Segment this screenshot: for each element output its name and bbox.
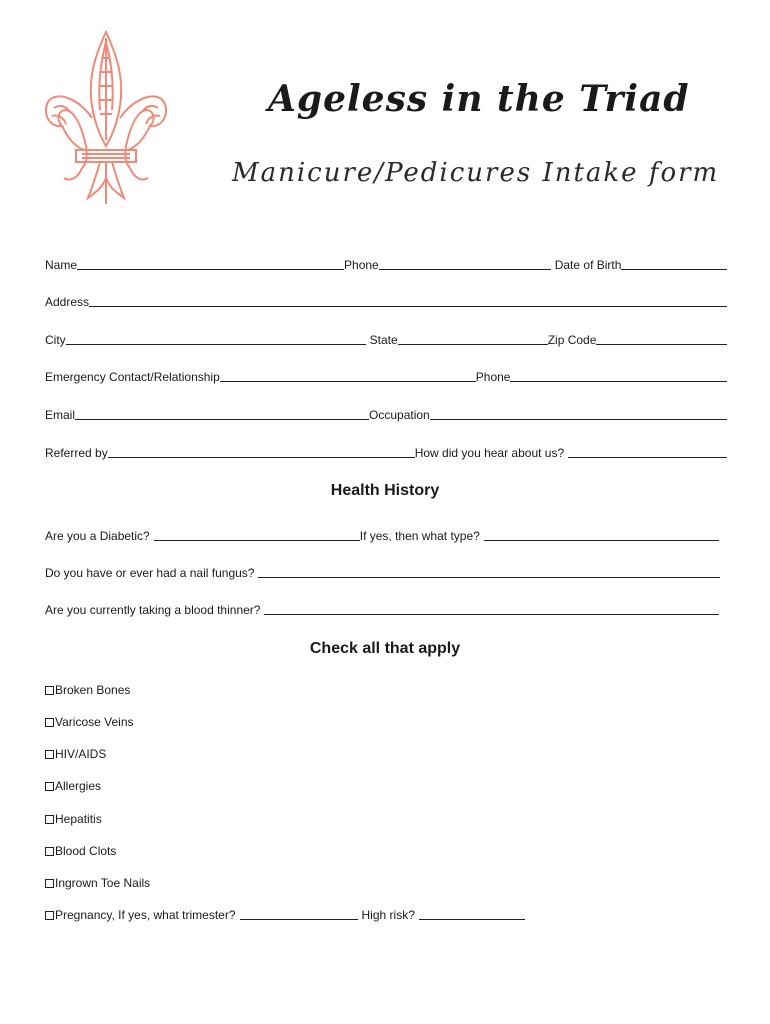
emergency-phone-field[interactable]: [510, 381, 727, 382]
referral-row: [45, 444, 727, 460]
checkbox-icon[interactable]: [45, 686, 54, 695]
checklist-item-label: HIV/AIDS: [55, 747, 107, 761]
diabetic-field[interactable]: [154, 540, 360, 541]
address-row: [45, 293, 727, 309]
blood-thinner-label: Are you currently taking a blood thinner?: [45, 603, 261, 617]
state-field[interactable]: [398, 344, 548, 345]
zip-label: Zip Code: [547, 333, 597, 347]
checkbox-icon[interactable]: [45, 911, 54, 920]
checkbox-icon[interactable]: [45, 782, 54, 791]
occupation-field[interactable]: [430, 419, 727, 420]
name-row: [45, 256, 727, 272]
city-row: [45, 331, 727, 347]
pregnancy-label: Pregnancy, If yes, what trimester?: [55, 908, 236, 922]
checklist-item-label: Ingrown Toe Nails: [55, 876, 151, 890]
phone-field[interactable]: [379, 269, 551, 270]
referred-by-label: Referred by: [45, 446, 108, 460]
checklist-item[interactable]: [45, 844, 116, 858]
checkbox-icon[interactable]: [45, 718, 54, 727]
pregnancy-row: [45, 906, 525, 922]
checklist-item-label: Hepatitis: [55, 812, 102, 826]
fungus-field[interactable]: [258, 577, 720, 578]
checklist-item[interactable]: [45, 812, 102, 826]
form-subtitle: Manicure/Pedicures Intake form: [232, 158, 720, 188]
checklist-heading: Check all that apply: [309, 640, 461, 657]
emergency-phone-label: Phone: [475, 370, 511, 384]
diabetic-label: Are you a Diabetic?: [45, 529, 150, 543]
dob-label: Date of Birth: [554, 258, 622, 272]
checkbox-icon[interactable]: [45, 847, 54, 856]
checklist-item[interactable]: [45, 876, 150, 890]
emergency-field[interactable]: [220, 381, 476, 382]
business-name: Ageless in the Triad: [268, 78, 690, 120]
checkbox-icon[interactable]: [45, 750, 54, 759]
checklist-item[interactable]: [45, 779, 101, 793]
city-label: City: [45, 333, 66, 347]
checklist-item-label: Blood Clots: [55, 844, 117, 858]
emergency-row: [45, 368, 727, 384]
email-field[interactable]: [75, 419, 369, 420]
state-label: State: [369, 333, 398, 347]
dob-field[interactable]: [621, 269, 727, 270]
how-heard-field[interactable]: [568, 457, 727, 458]
checklist-item[interactable]: [45, 747, 106, 761]
occupation-label: Occupation: [369, 408, 430, 422]
diabetic-type-field[interactable]: [484, 540, 719, 541]
trimester-field[interactable]: [240, 919, 358, 920]
referred-by-field[interactable]: [108, 457, 415, 458]
address-field[interactable]: [89, 306, 727, 307]
how-heard-label: How did you hear about us?: [414, 446, 565, 460]
checklist-item-label: Varicose Veins: [55, 715, 134, 729]
checklist-item-label: Broken Bones: [55, 683, 131, 697]
city-field[interactable]: [66, 344, 366, 345]
name-label: Name: [45, 258, 78, 272]
blood-thinner-field[interactable]: [264, 614, 719, 615]
email-label: Email: [45, 408, 76, 422]
checkbox-icon[interactable]: [45, 879, 54, 888]
fungus-label: Do you have or ever had a nail fungus?: [45, 566, 255, 580]
diabetic-type-label: If yes, then what type?: [359, 529, 480, 543]
fungus-row: [45, 564, 720, 580]
checklist-item[interactable]: [45, 715, 134, 729]
checklist-item-label: Allergies: [55, 779, 102, 793]
zip-field[interactable]: [596, 344, 727, 345]
health-history-heading: Health History: [330, 482, 440, 499]
fleur-de-lis-logo: [42, 28, 170, 208]
email-row: [45, 406, 727, 422]
blood-thinner-row: [45, 601, 719, 617]
checkbox-icon[interactable]: [45, 815, 54, 824]
emergency-label: Emergency Contact/Relationship: [45, 370, 220, 384]
checklist-item[interactable]: [45, 683, 130, 697]
name-field[interactable]: [77, 269, 344, 270]
address-label: Address: [45, 295, 90, 309]
phone-label: Phone: [344, 258, 379, 272]
diabetic-row: [45, 527, 719, 543]
high-risk-field[interactable]: [419, 919, 525, 920]
high-risk-label: High risk?: [361, 908, 415, 922]
